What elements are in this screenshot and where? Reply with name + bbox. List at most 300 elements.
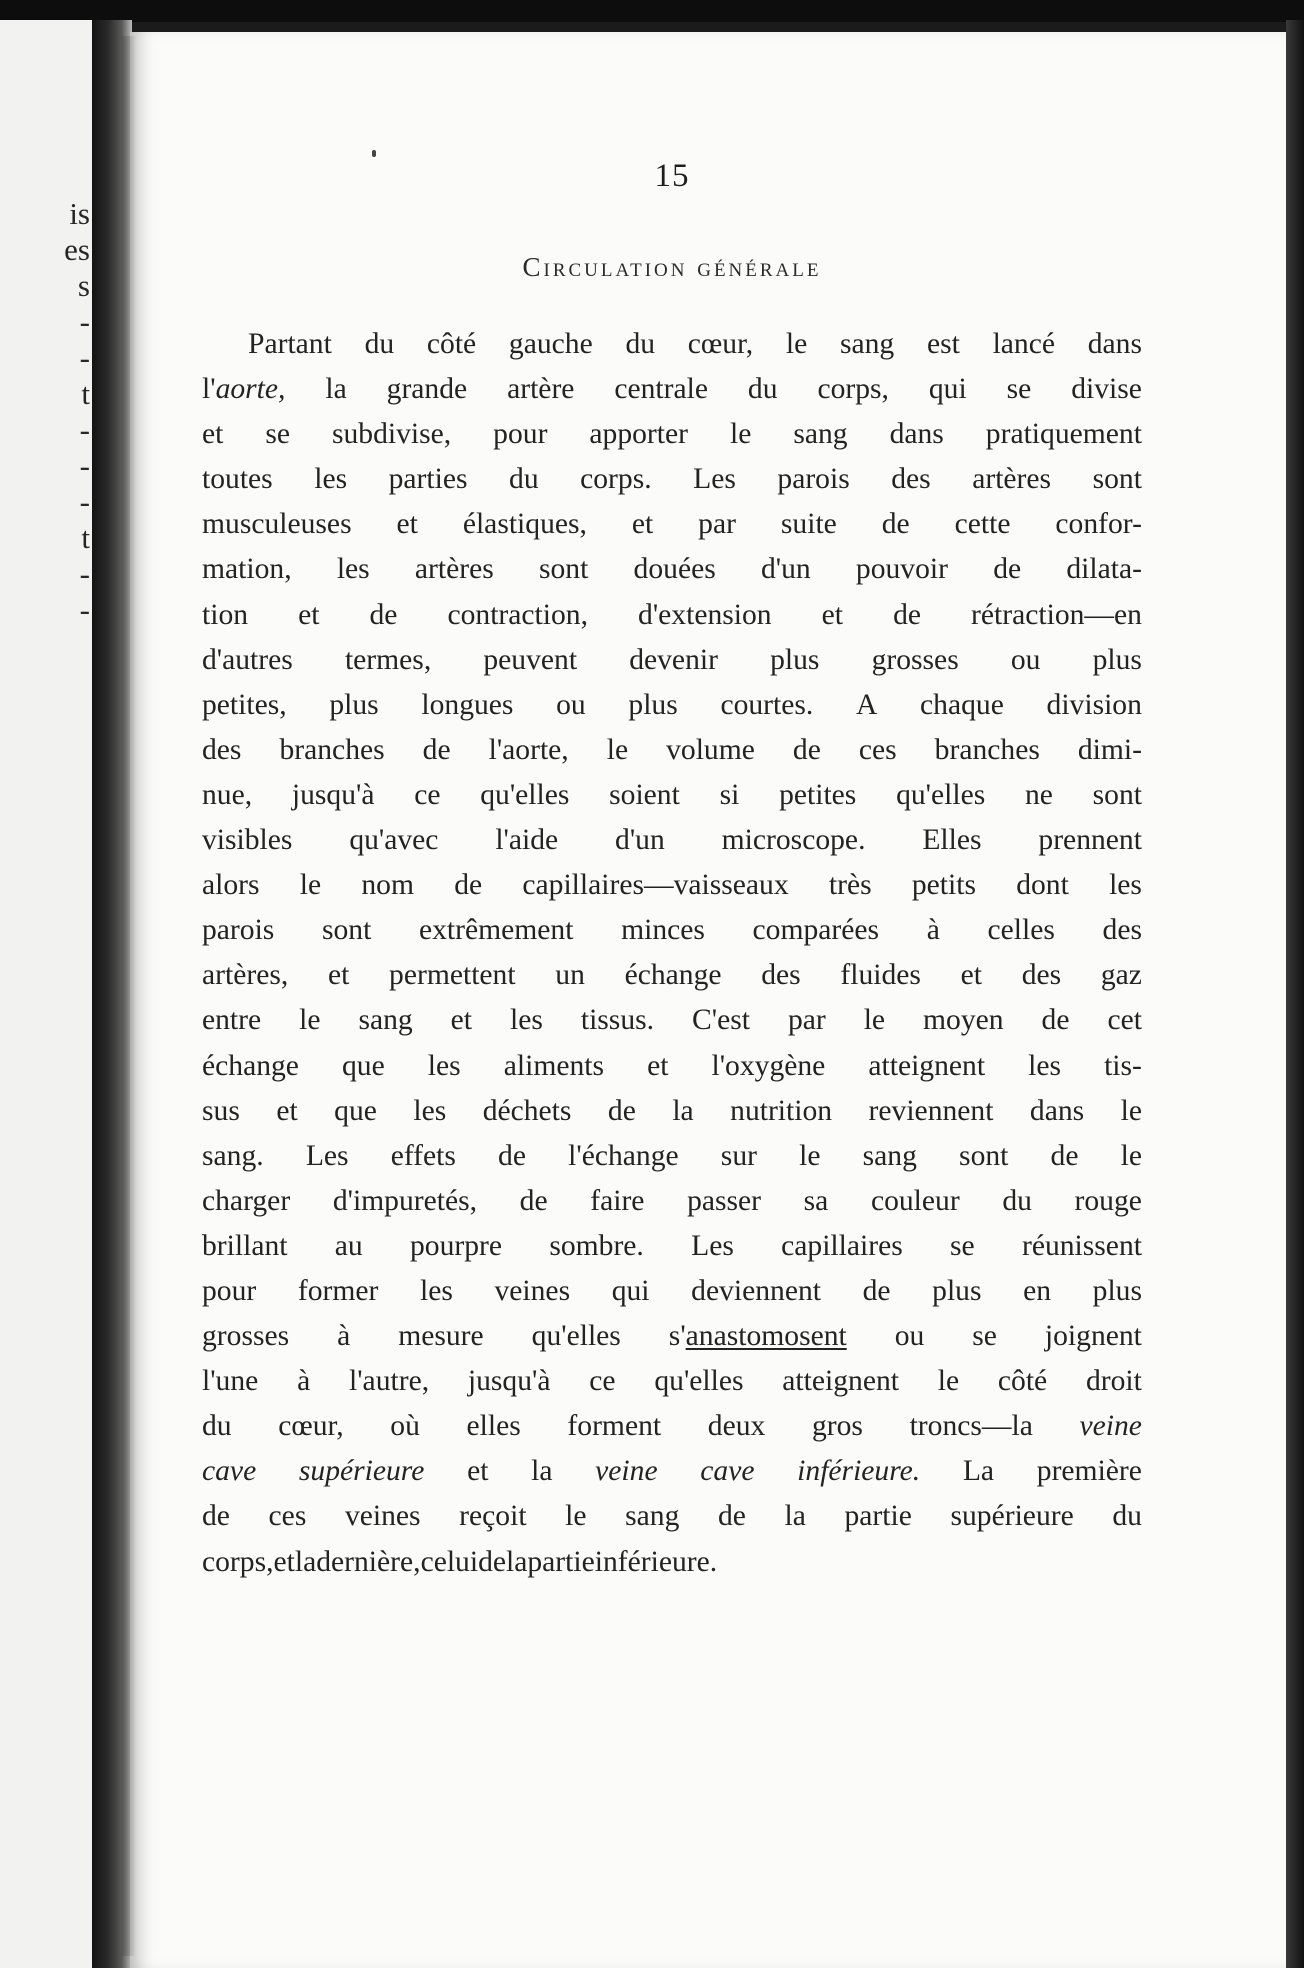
- word: Les: [305, 1139, 349, 1172]
- word: la: [325, 373, 347, 406]
- word: l'autre,: [349, 1365, 430, 1398]
- word: à: [297, 1365, 311, 1398]
- word: d'autres: [202, 643, 293, 676]
- word: corps.: [580, 463, 652, 496]
- word: et: [298, 598, 320, 631]
- word: sang: [793, 418, 848, 451]
- word: dernière,: [316, 1545, 421, 1578]
- word: nutrition: [730, 1094, 833, 1127]
- word: grosses: [871, 643, 959, 676]
- word: cette: [954, 508, 1011, 541]
- word: par: [698, 508, 736, 541]
- word: sang: [625, 1500, 680, 1533]
- word: veine: [595, 1455, 658, 1488]
- word: du: [1002, 1184, 1032, 1217]
- word: ce: [589, 1365, 616, 1398]
- word: des: [1021, 959, 1062, 992]
- word: se: [972, 1320, 997, 1353]
- word: toutes: [202, 463, 273, 496]
- word: la: [672, 1094, 694, 1127]
- word: et: [631, 508, 654, 541]
- word: dans: [889, 418, 944, 451]
- word: ce: [414, 778, 441, 811]
- adjacent-page-fragment: -: [79, 484, 90, 519]
- word: soient: [609, 778, 680, 811]
- word: corps,: [817, 373, 889, 406]
- word: suite: [780, 508, 837, 541]
- text-line: [202, 908, 1142, 953]
- word: parties: [388, 463, 468, 496]
- word: atteignent: [782, 1365, 899, 1398]
- word: mesure: [398, 1320, 484, 1353]
- word: effets: [390, 1139, 456, 1172]
- word: ou: [1010, 643, 1041, 676]
- word: tissus.: [580, 1004, 655, 1037]
- word: l'aorte,: [202, 373, 286, 406]
- text-line: [202, 322, 1142, 367]
- word: jusqu'à: [467, 1365, 551, 1398]
- word: petits: [911, 869, 976, 902]
- word: celles: [987, 914, 1055, 947]
- word: de: [792, 733, 821, 766]
- word: Partant: [248, 328, 332, 360]
- word: d'un: [615, 824, 665, 857]
- word: du: [747, 373, 778, 406]
- section-heading: Circulation générale: [522, 252, 822, 282]
- word: ne: [1024, 778, 1053, 811]
- word: sang: [862, 1139, 917, 1172]
- word: faire: [590, 1184, 645, 1217]
- word: sont: [1092, 778, 1142, 811]
- word: plus: [1092, 643, 1142, 676]
- word: cet: [1107, 1004, 1142, 1037]
- word: les: [1028, 1049, 1061, 1082]
- word: se: [950, 1229, 975, 1262]
- word: l'aorte,: [488, 733, 569, 766]
- word: rétraction—en: [971, 598, 1142, 631]
- word: cave: [202, 1455, 257, 1488]
- word: plus: [628, 688, 678, 721]
- word: couleur: [870, 1184, 960, 1217]
- word: de: [1041, 1004, 1070, 1037]
- word: par: [787, 1004, 826, 1037]
- word: et: [327, 959, 350, 992]
- word: microscope.: [721, 824, 866, 857]
- word: extrêmement: [418, 914, 574, 947]
- word: si: [719, 778, 740, 811]
- word: se: [1006, 373, 1032, 406]
- adjacent-page-fragment: t: [81, 376, 90, 411]
- word: brillant: [202, 1229, 288, 1262]
- word: ou: [556, 688, 586, 721]
- adjacent-page-edge: [0, 20, 92, 1968]
- adjacent-page-fragment: es: [64, 232, 90, 267]
- word: à: [926, 914, 940, 947]
- word: tis-: [1104, 1049, 1142, 1082]
- word: le: [785, 328, 808, 360]
- scan-right-border: [1286, 20, 1304, 1968]
- word: sont: [1092, 463, 1142, 496]
- text-line: [202, 593, 1142, 638]
- word: celui: [420, 1545, 479, 1578]
- word: gaz: [1100, 959, 1142, 992]
- adjacent-page-fragment: -: [79, 340, 90, 375]
- word: la: [294, 1545, 317, 1578]
- word: le: [565, 1500, 587, 1533]
- word: un: [555, 959, 585, 992]
- word: division: [1046, 688, 1142, 721]
- word: la: [784, 1500, 806, 1533]
- word: pour: [493, 418, 548, 451]
- word: échange: [624, 959, 722, 992]
- text-line: [202, 953, 1142, 998]
- text-line: [202, 1359, 1142, 1404]
- word: le: [606, 733, 629, 766]
- word: A: [855, 688, 878, 721]
- word: lancé: [992, 328, 1056, 360]
- word: de: [498, 1139, 526, 1172]
- word: dont: [1016, 869, 1069, 902]
- word: sang: [358, 1004, 413, 1037]
- word: sont: [538, 553, 589, 586]
- word: nom: [361, 869, 414, 902]
- word: fluides: [840, 959, 921, 992]
- word: de: [202, 1500, 230, 1533]
- word: les: [1109, 869, 1142, 902]
- word: musculeuses: [202, 508, 352, 541]
- word: petites,: [202, 688, 287, 721]
- word: divise: [1071, 373, 1142, 406]
- word: courtes.: [720, 688, 814, 721]
- word: le: [863, 1004, 886, 1037]
- word: l'aide: [495, 824, 559, 857]
- word: de: [607, 1094, 636, 1127]
- word: gauche: [508, 328, 593, 360]
- word: minces: [621, 914, 705, 947]
- word: parois: [777, 463, 850, 496]
- text-line: [202, 502, 1142, 547]
- word: pouvoir: [855, 553, 948, 586]
- word: charger: [202, 1184, 291, 1217]
- word: les: [427, 1049, 461, 1082]
- text-line: [202, 1044, 1142, 1089]
- word: mation,: [202, 553, 292, 586]
- word: des: [761, 959, 801, 992]
- word: apporter: [589, 418, 688, 451]
- word: au: [334, 1229, 363, 1262]
- text-line: [202, 1269, 1142, 1314]
- word: deviennent: [691, 1274, 821, 1307]
- word: se: [265, 418, 290, 451]
- word: et: [647, 1049, 669, 1082]
- word: qu'elles: [480, 778, 570, 811]
- word: permettent: [389, 959, 516, 992]
- ink-speck: [372, 150, 376, 157]
- word: le: [937, 1365, 960, 1398]
- word: peuvent: [483, 643, 578, 676]
- word: première: [1036, 1455, 1142, 1488]
- word: en: [1023, 1274, 1052, 1307]
- text-line: [202, 1449, 1142, 1494]
- text-line: [202, 1540, 1142, 1585]
- word: de: [893, 598, 921, 631]
- word: et: [467, 1455, 489, 1488]
- adjacent-page-fragment: -: [79, 304, 90, 339]
- word: former: [297, 1274, 379, 1307]
- gutter-shadow: [122, 36, 136, 1956]
- word: qu'avec: [349, 824, 439, 857]
- word: et: [821, 598, 844, 631]
- word: cave: [700, 1455, 755, 1488]
- text-line: [202, 1494, 1142, 1539]
- text-line: [202, 547, 1142, 592]
- text-line: [202, 1179, 1142, 1224]
- word: les: [336, 553, 370, 586]
- word: sombre.: [549, 1229, 644, 1262]
- word: les: [314, 463, 348, 496]
- word: joignent: [1044, 1320, 1142, 1353]
- word: à: [337, 1320, 351, 1353]
- word: plus: [1092, 1274, 1142, 1307]
- word: inférieure.: [797, 1455, 921, 1488]
- word: du: [625, 328, 656, 360]
- word: et: [396, 508, 418, 541]
- word: tion: [202, 598, 249, 631]
- adjacent-page-fragment: -: [79, 556, 90, 591]
- word: termes,: [344, 643, 432, 676]
- text-line: [202, 412, 1142, 457]
- word: le: [1120, 1094, 1142, 1127]
- text-line: [202, 638, 1142, 683]
- word: sont: [321, 914, 372, 947]
- word: nue,: [202, 778, 253, 811]
- word: de: [717, 1500, 746, 1533]
- word: La: [962, 1455, 995, 1488]
- word: moyen: [923, 1004, 1004, 1037]
- text-line: [202, 863, 1142, 908]
- word: douées: [633, 553, 716, 586]
- word: artère: [507, 373, 575, 406]
- word: veines: [494, 1274, 571, 1307]
- word: veine: [1079, 1410, 1142, 1443]
- word: pratiquement: [985, 418, 1142, 451]
- word: alors: [202, 869, 260, 902]
- word: plus: [329, 688, 379, 721]
- word: l'échange: [568, 1139, 679, 1172]
- word: reçoit: [459, 1500, 527, 1533]
- adjacent-page-fragment: -: [79, 412, 90, 447]
- word: que: [342, 1049, 385, 1082]
- text-line: [202, 683, 1142, 728]
- word: Les: [691, 1229, 734, 1262]
- word: et: [960, 959, 982, 992]
- word: réunissent: [1021, 1229, 1142, 1262]
- text-line: [202, 1089, 1142, 1134]
- word: petites: [779, 778, 857, 811]
- word: côté: [426, 328, 477, 360]
- word: grande: [386, 373, 468, 406]
- word: longues: [421, 688, 514, 721]
- word: élastiques,: [462, 508, 587, 541]
- word: troncs—la: [909, 1410, 1033, 1443]
- word: les: [413, 1094, 447, 1127]
- word: confor-: [1055, 508, 1142, 541]
- word: sang: [839, 328, 895, 360]
- word: sus: [202, 1094, 240, 1127]
- word: des: [202, 733, 242, 766]
- word: subdivise,: [331, 418, 452, 451]
- word: du: [1112, 1500, 1142, 1533]
- word: grosses: [202, 1320, 290, 1353]
- word: le: [1120, 1139, 1142, 1172]
- text-line: [202, 1134, 1142, 1179]
- word: sur: [720, 1139, 757, 1172]
- word: volume: [666, 733, 755, 766]
- word: du: [509, 463, 539, 496]
- word: pourpre: [409, 1229, 503, 1262]
- text-line: [202, 818, 1142, 863]
- word: supérieure: [298, 1455, 425, 1488]
- adjacent-page-fragment: s: [77, 268, 90, 303]
- word: partie: [844, 1500, 912, 1533]
- word: échange: [202, 1049, 299, 1082]
- word: la: [531, 1455, 553, 1488]
- word: atteignent: [868, 1049, 986, 1082]
- word: qu'elles: [531, 1320, 621, 1353]
- word: que: [334, 1094, 377, 1127]
- word: s'anastomosent: [668, 1320, 847, 1353]
- word: deux: [707, 1410, 766, 1443]
- word: droit: [1085, 1365, 1142, 1398]
- word: forment: [567, 1410, 662, 1443]
- adjacent-page-fragment: is: [69, 196, 90, 231]
- word: du: [202, 1410, 232, 1443]
- word: pour: [202, 1274, 257, 1307]
- word: et: [202, 418, 224, 451]
- word: qu'elles: [896, 778, 986, 811]
- word: de: [454, 869, 483, 902]
- word: sang.: [202, 1139, 264, 1172]
- word: dimi-: [1077, 733, 1142, 766]
- word: aliments: [503, 1049, 605, 1082]
- word: l'oxygène: [711, 1049, 826, 1082]
- text-line: [202, 1404, 1142, 1449]
- page-number: 15: [654, 158, 690, 194]
- word: cœur,: [278, 1410, 344, 1443]
- word: ou: [894, 1320, 925, 1353]
- word: parois: [202, 914, 275, 947]
- word: très: [828, 869, 872, 902]
- word: capillaires—vaisseaux: [522, 869, 789, 902]
- word: de: [862, 1274, 891, 1307]
- word: Elles: [922, 824, 982, 857]
- word: les: [510, 1004, 543, 1037]
- word: reviennent: [868, 1094, 994, 1127]
- word: corps,: [202, 1545, 274, 1578]
- word: passer: [687, 1184, 762, 1217]
- word: dilata-: [1066, 553, 1142, 586]
- word: d'un: [760, 553, 811, 586]
- word: des: [1102, 914, 1142, 947]
- word: de: [881, 508, 910, 541]
- word: artères: [972, 463, 1052, 496]
- word: cœur,: [687, 328, 754, 360]
- word: dans: [1029, 1094, 1085, 1127]
- word: d'impuretés,: [332, 1184, 478, 1217]
- word: et: [273, 1545, 295, 1578]
- word: des: [891, 463, 931, 496]
- word: le: [729, 418, 752, 451]
- word: qu'elles: [654, 1365, 744, 1398]
- word: de: [519, 1184, 548, 1217]
- word: elles: [466, 1410, 521, 1443]
- word: chaque: [920, 688, 1004, 721]
- word: contraction,: [447, 598, 588, 631]
- word: de: [1050, 1139, 1079, 1172]
- word: capillaires: [781, 1229, 903, 1262]
- word: comparées: [752, 914, 880, 947]
- word: de: [369, 598, 398, 631]
- word: dans: [1087, 328, 1142, 360]
- text-line: [202, 998, 1142, 1043]
- text-line: [202, 457, 1142, 502]
- word: la: [506, 1545, 528, 1578]
- word: de: [993, 553, 1022, 586]
- word: jusqu'à: [291, 778, 375, 811]
- adjacent-page-fragment: -: [79, 448, 90, 483]
- word: côté: [997, 1365, 1048, 1398]
- text-line: [202, 367, 1142, 412]
- text-line: [202, 728, 1142, 773]
- word: et: [450, 1004, 473, 1037]
- word: où: [390, 1410, 420, 1443]
- word: et: [276, 1094, 298, 1127]
- word: Les: [693, 463, 736, 496]
- text-line: [202, 773, 1142, 818]
- word: branches: [934, 733, 1040, 766]
- word: le: [799, 1139, 821, 1172]
- word: supérieure: [950, 1500, 1074, 1533]
- word: l'une: [202, 1365, 259, 1398]
- word: inférieure.: [594, 1545, 718, 1578]
- word: prennent: [1038, 824, 1142, 857]
- scan-top-border: [0, 0, 1304, 22]
- word: du: [364, 328, 395, 360]
- word: qui: [928, 373, 967, 406]
- word: plus: [932, 1274, 982, 1307]
- word: est: [926, 328, 960, 360]
- word: qui: [611, 1274, 650, 1307]
- word: veines: [344, 1500, 421, 1533]
- word: rouge: [1074, 1184, 1142, 1217]
- word: ces: [268, 1500, 307, 1533]
- word: déchets: [482, 1094, 572, 1127]
- word: ces: [858, 733, 897, 766]
- word: sa: [803, 1184, 829, 1217]
- adjacent-page-fragment: -: [79, 592, 90, 627]
- word: C'est: [692, 1004, 750, 1037]
- word: visibles: [202, 824, 293, 857]
- word: gros: [811, 1410, 863, 1443]
- adjacent-page-fragment: t: [81, 520, 90, 555]
- word: partie: [527, 1545, 595, 1578]
- word: sont: [959, 1139, 1009, 1172]
- word: le: [299, 1004, 321, 1037]
- word: d'extension: [638, 598, 772, 631]
- word: de: [422, 733, 451, 766]
- word: centrale: [614, 373, 708, 406]
- word: plus: [770, 643, 820, 676]
